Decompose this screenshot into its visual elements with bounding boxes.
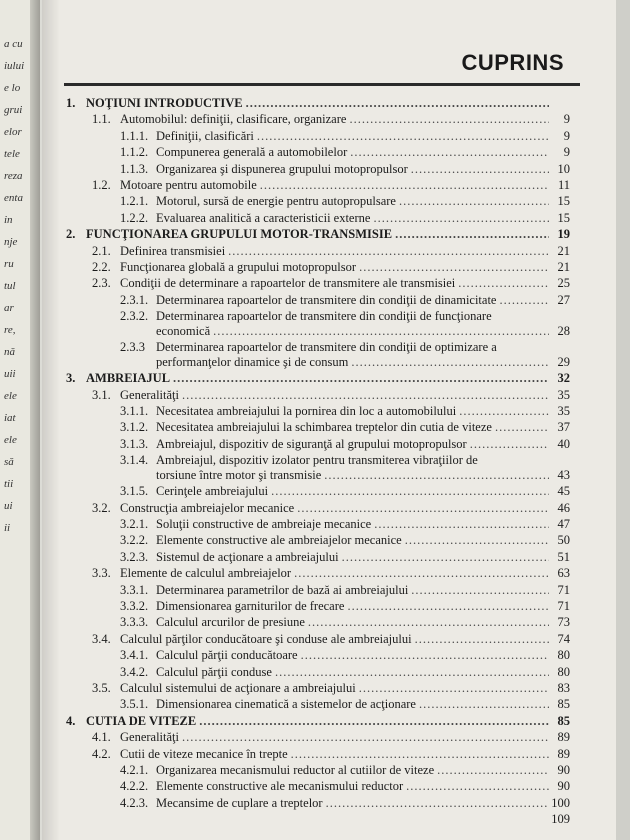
toc-entry-title: NOŢIUNI INTRODUCTIVE: [86, 96, 243, 110]
margin-fragment: iului: [4, 60, 25, 72]
toc-entry-title: Determinarea parametrilor de bază ai ambreiajului: [156, 582, 409, 597]
dot-leader: [351, 355, 549, 369]
toc-entry-number: 3.1.: [92, 387, 111, 402]
page-edge: [616, 0, 630, 840]
dot-leader: [301, 648, 549, 662]
dot-leader: [213, 324, 549, 338]
toc-entry-number: 2.2.: [92, 260, 111, 274]
toc-entry-title-continued: performanţelor dinamice şi de consum: [156, 355, 349, 370]
toc-entry-number: 1.2.1.: [120, 194, 149, 209]
toc-entry-title: Definiţii, clasificări: [156, 128, 254, 143]
toc-entry-number: 2.: [66, 227, 76, 242]
toc-entry-page: 83: [557, 681, 570, 695]
toc-entry-number: 3.2.1.: [120, 517, 149, 531]
margin-fragment: iat: [4, 412, 16, 424]
toc-entry-number: 1.2.: [92, 178, 111, 192]
dot-leader: [182, 388, 549, 402]
toc-entry-title: Determinarea rapoartelor de transmitere din condiţii de optimizare a: [156, 340, 497, 355]
toc-entry-number: 3.3.2.: [120, 599, 149, 613]
margin-fragment: e lo: [4, 82, 21, 94]
margin-fragment: tii: [4, 478, 14, 490]
toc-entry-page: 9: [563, 145, 570, 160]
toc-entry-title: Sistemul de acţionare a ambreiajului: [156, 549, 339, 564]
toc-entry-number: 3.1.4.: [120, 453, 149, 468]
dot-leader: [499, 293, 549, 307]
toc-entry-page: 27: [557, 292, 570, 307]
book-gutter: [30, 0, 40, 840]
toc-entry-page: 29: [557, 355, 570, 370]
toc-entry-page: 73: [557, 615, 570, 630]
toc-entry-title: Motoare pentru automobile: [120, 178, 257, 192]
toc-entry-page: 19: [557, 227, 570, 242]
toc-entry-number: 4.1.: [92, 730, 111, 745]
toc-entry-title: CUTIA DE VITEZE: [86, 713, 197, 728]
toc-entry-page: 80: [557, 664, 570, 679]
dot-leader: [297, 501, 549, 515]
dot-leader: [419, 697, 549, 711]
toc-entry-title: Automobilul: definiţii, clasificare, organizare: [120, 112, 347, 127]
toc-entry-number: 2.1.: [92, 243, 111, 258]
toc-entry-page: 43: [557, 468, 570, 483]
toc-entry-page: 50: [557, 533, 570, 548]
dot-leader: [411, 583, 549, 597]
toc-entry-page: 37: [557, 420, 570, 435]
toc-entry-number: 3.3.: [92, 566, 111, 581]
toc-entry-page: 109: [551, 812, 570, 827]
toc-entry-title-continued: economică: [156, 324, 211, 339]
dot-leader: [173, 371, 549, 385]
toc-entry-page: 89: [557, 730, 570, 745]
toc-entry-page: 63: [557, 566, 570, 581]
dot-leader: [326, 796, 549, 810]
toc-entry-number: 1.1.: [92, 112, 111, 127]
margin-fragment: ele: [4, 434, 17, 446]
toc-entry-title: Calculul arcurilor de presiune: [156, 615, 305, 630]
toc-entry-page: 35: [557, 387, 570, 402]
toc-entry-number: 2.3.2.: [120, 309, 149, 324]
toc-page: [42, 0, 616, 840]
toc-entry-number: 4.2.3.: [120, 795, 149, 810]
toc-entry-page: 89: [557, 746, 570, 761]
toc-entry-number: 3.4.: [92, 631, 111, 646]
toc-entry-number: 4.2.2.: [120, 779, 149, 794]
dot-leader: [342, 550, 549, 564]
toc-entry-page: 90: [557, 763, 570, 777]
margin-fragment: a cu: [4, 38, 23, 50]
toc-entry-title: Evaluarea analitică a caracteristicii externe: [156, 210, 371, 225]
dot-leader: [399, 194, 549, 208]
toc-entry-title: Organizarea mecanismului reductor al cutiilor de viteze: [156, 763, 435, 777]
margin-fragment: tul: [4, 280, 16, 292]
dot-leader: [347, 599, 549, 613]
dot-leader: [415, 632, 549, 646]
toc-entry-number: 4.2.: [92, 746, 111, 761]
toc-entry-number: 1.1.3.: [120, 161, 149, 176]
toc-entry-title: Organizarea şi dispunerea grupului motopropulsor: [156, 161, 408, 176]
toc-entry-number: 2.3.1.: [120, 292, 149, 307]
toc-entry-title: Dimensionarea garniturilor de frecare: [156, 599, 345, 613]
toc-entry-title: Elemente de calculul ambreiajelor: [120, 566, 292, 581]
toc-entry-title: Ambreiajul, dispozitiv izolator pentru transmiterea vibraţiilor de: [156, 453, 478, 468]
toc-entry-title: FUNCŢIONAREA GRUPULUI MOTOR-TRANSMISIE: [86, 227, 393, 242]
toc-entry-number: 3.3.1.: [120, 582, 149, 597]
toc-entry-number: 1.2.2.: [120, 210, 149, 225]
dot-leader: [459, 404, 549, 418]
dot-leader: [260, 178, 549, 192]
toc-entry-page: 11: [557, 178, 570, 192]
margin-fragment: ii: [4, 522, 11, 534]
dot-leader: [411, 162, 549, 176]
toc-entry-title: Cerinţele ambreiajului: [156, 484, 269, 499]
dot-leader: [246, 96, 549, 110]
dot-leader: [350, 145, 549, 159]
dot-leader: [470, 437, 549, 451]
toc-entry-page: 80: [557, 648, 570, 663]
toc-entry-page: 90: [557, 779, 570, 794]
page-title: CUPRINS: [461, 50, 564, 75]
toc-entry-page: 51: [557, 549, 570, 564]
dot-leader: [294, 566, 549, 580]
toc-entry-page: 35: [557, 404, 570, 418]
toc-entry-page: 10: [557, 161, 570, 176]
toc-entry-title: Necesitatea ambreiajului la pornirea din loc a automobilului: [156, 404, 457, 418]
toc-entry-title: Necesitatea ambreiajului la schimbarea treptelor din cutia de viteze: [156, 420, 492, 435]
dot-leader: [374, 517, 549, 531]
margin-fragment: in: [4, 214, 13, 226]
toc-entry-page: 9: [563, 128, 570, 143]
title-rule: [64, 83, 580, 86]
toc-entry-page: 21: [557, 260, 570, 274]
toc-entry-page: 46: [557, 500, 570, 515]
toc-entry-number: 1.1.1.: [120, 128, 149, 143]
toc-entry-title: Calculul părţilor conducătoare şi conduse ale ambreiajului: [120, 631, 412, 646]
toc-entry-number: 3.1.1.: [120, 404, 149, 418]
toc-entry-number: 1.1.2.: [120, 145, 149, 160]
toc-entry-number: 3.5.1.: [120, 697, 149, 712]
toc-entry-title: Determinarea rapoartelor de transmitere din condiţii de dinamicitate: [156, 292, 497, 307]
toc-entry-page: 25: [557, 276, 570, 291]
toc-entry-title: Mecansime de cuplare a treptelor: [156, 795, 323, 810]
margin-fragment: ar: [4, 302, 14, 314]
toc-entry-title: Elemente constructive ale mecanismului reductor: [156, 779, 404, 794]
dot-leader: [308, 615, 549, 629]
toc-entry-title-continued: torsiune între motor şi transmisie: [156, 468, 322, 483]
toc-entry-page: 15: [557, 210, 570, 225]
dot-leader: [437, 763, 549, 777]
dot-leader: [359, 260, 549, 274]
toc-entry-page: 32: [557, 371, 570, 386]
margin-fragment: elor: [4, 126, 22, 138]
margin-fragment: ru: [4, 258, 14, 270]
toc-entry-number: 3.2.2.: [120, 533, 149, 548]
toc-entry-title: Compunerea generală a automobilelor: [156, 145, 348, 160]
toc-entry-title: Calculul sistemului de acţionare a ambreiajului: [120, 681, 356, 695]
toc-entry-page: 71: [557, 599, 570, 613]
toc-entry-page: 9: [563, 112, 570, 127]
dot-leader: [199, 714, 549, 728]
margin-fragment: reza: [4, 170, 23, 182]
dot-leader: [275, 665, 549, 679]
dot-leader: [458, 276, 549, 290]
toc-entry-title: Cutii de viteze mecanice în trepte: [120, 746, 288, 761]
toc-entry-title: Calculul părţii conduse: [156, 664, 272, 679]
margin-fragment: ele: [4, 390, 17, 402]
dot-leader: [228, 244, 549, 258]
dot-leader: [359, 681, 549, 695]
dot-leader: [395, 227, 549, 241]
toc-entry-page: 74: [557, 631, 570, 646]
toc-entry-number: 2.3.: [92, 276, 111, 291]
toc-entry-title: Ambreiajul, dispozitiv de siguranţă al grupului motopropulsor: [156, 436, 467, 451]
toc-entry-page: 40: [557, 436, 570, 451]
toc-entry-number: 3.1.3.: [120, 436, 149, 451]
margin-fragment: grui: [4, 104, 23, 116]
dot-leader: [495, 420, 549, 434]
dot-leader: [324, 468, 549, 482]
toc-entry-number: 3.1.5.: [120, 484, 149, 499]
toc-entry-number: 4.: [66, 713, 76, 728]
margin-fragment: ui: [4, 500, 13, 512]
toc-entry-page: 47: [557, 517, 570, 531]
toc-entry-number: 2.3.3: [120, 340, 145, 355]
dot-leader: [271, 484, 549, 498]
dot-leader: [257, 129, 549, 143]
dot-leader: [349, 112, 549, 126]
margin-fragment: nje: [4, 236, 18, 248]
margin-fragment: enta: [4, 192, 23, 204]
toc-entry-page: 28: [557, 324, 570, 339]
dot-leader: [406, 779, 549, 793]
margin-fragment: tele: [4, 148, 20, 160]
toc-entry-number: 3.2.3.: [120, 549, 149, 564]
toc-entry-number: 3.2.: [92, 500, 111, 515]
toc-entry-title: Construcţia ambreiajelor mecanice: [120, 500, 295, 515]
toc-entry-title: Soluţii constructive de ambreiaje mecanice: [156, 517, 372, 531]
toc-entry-title: Generalităţi: [120, 730, 179, 745]
toc-entry-title: Determinarea rapoartelor de transmitere din condiţii de funcţionare: [156, 309, 492, 324]
toc-entry-number: 3.5.: [92, 681, 111, 695]
toc-entry-title: AMBREIAJUL: [86, 371, 171, 386]
margin-fragment: nă: [4, 346, 15, 358]
dot-leader: [405, 533, 549, 547]
toc-entry-number: 3.: [66, 371, 76, 386]
dot-leader: [291, 747, 549, 761]
toc-entry-title: Funcţionarea globală a grupului motopropulsor: [120, 260, 357, 274]
toc-entry-title: Elemente constructive ale ambreiajelor mecanice: [156, 533, 402, 548]
toc-entry-title: Calculul părţii conducătoare: [156, 648, 298, 663]
toc-entry-page: 45: [557, 484, 570, 499]
adjacent-page-strip: [0, 0, 40, 840]
margin-fragment: să: [4, 456, 14, 468]
toc-entry-page: 15: [557, 194, 570, 209]
toc-entry-number: 3.3.3.: [120, 615, 149, 630]
toc-entry-page: 21: [557, 243, 570, 258]
toc-entry-title: Condiţii de determinare a rapoartelor de transmitere ale transmisiei: [120, 276, 456, 291]
toc-entry-number: 3.4.1.: [120, 648, 149, 663]
toc-entry-title: Dimensionarea cinematică a sistemelor de acţionare: [156, 697, 416, 712]
toc-entry-title: Definirea transmisiei: [120, 243, 226, 258]
dot-leader: [182, 730, 549, 744]
toc-entry-number: 1.: [66, 96, 76, 110]
toc-entry-page: 100: [551, 795, 570, 810]
toc-entry-number: 3.1.2.: [120, 420, 149, 435]
toc-entry-title: Motorul, sursă de energie pentru autopropulsare: [156, 194, 396, 209]
toc-entry-page: 85: [557, 697, 570, 712]
dot-leader: [373, 211, 549, 225]
toc-entry-title: Generalităţi: [120, 387, 179, 402]
toc-entry-page: 85: [557, 713, 570, 728]
toc-entry-page: 71: [557, 582, 570, 597]
margin-fragment: re,: [4, 324, 16, 336]
margin-fragment: uii: [4, 368, 16, 380]
toc-entry-number: 4.2.1.: [120, 763, 149, 777]
toc-entry-number: 3.4.2.: [120, 664, 149, 679]
